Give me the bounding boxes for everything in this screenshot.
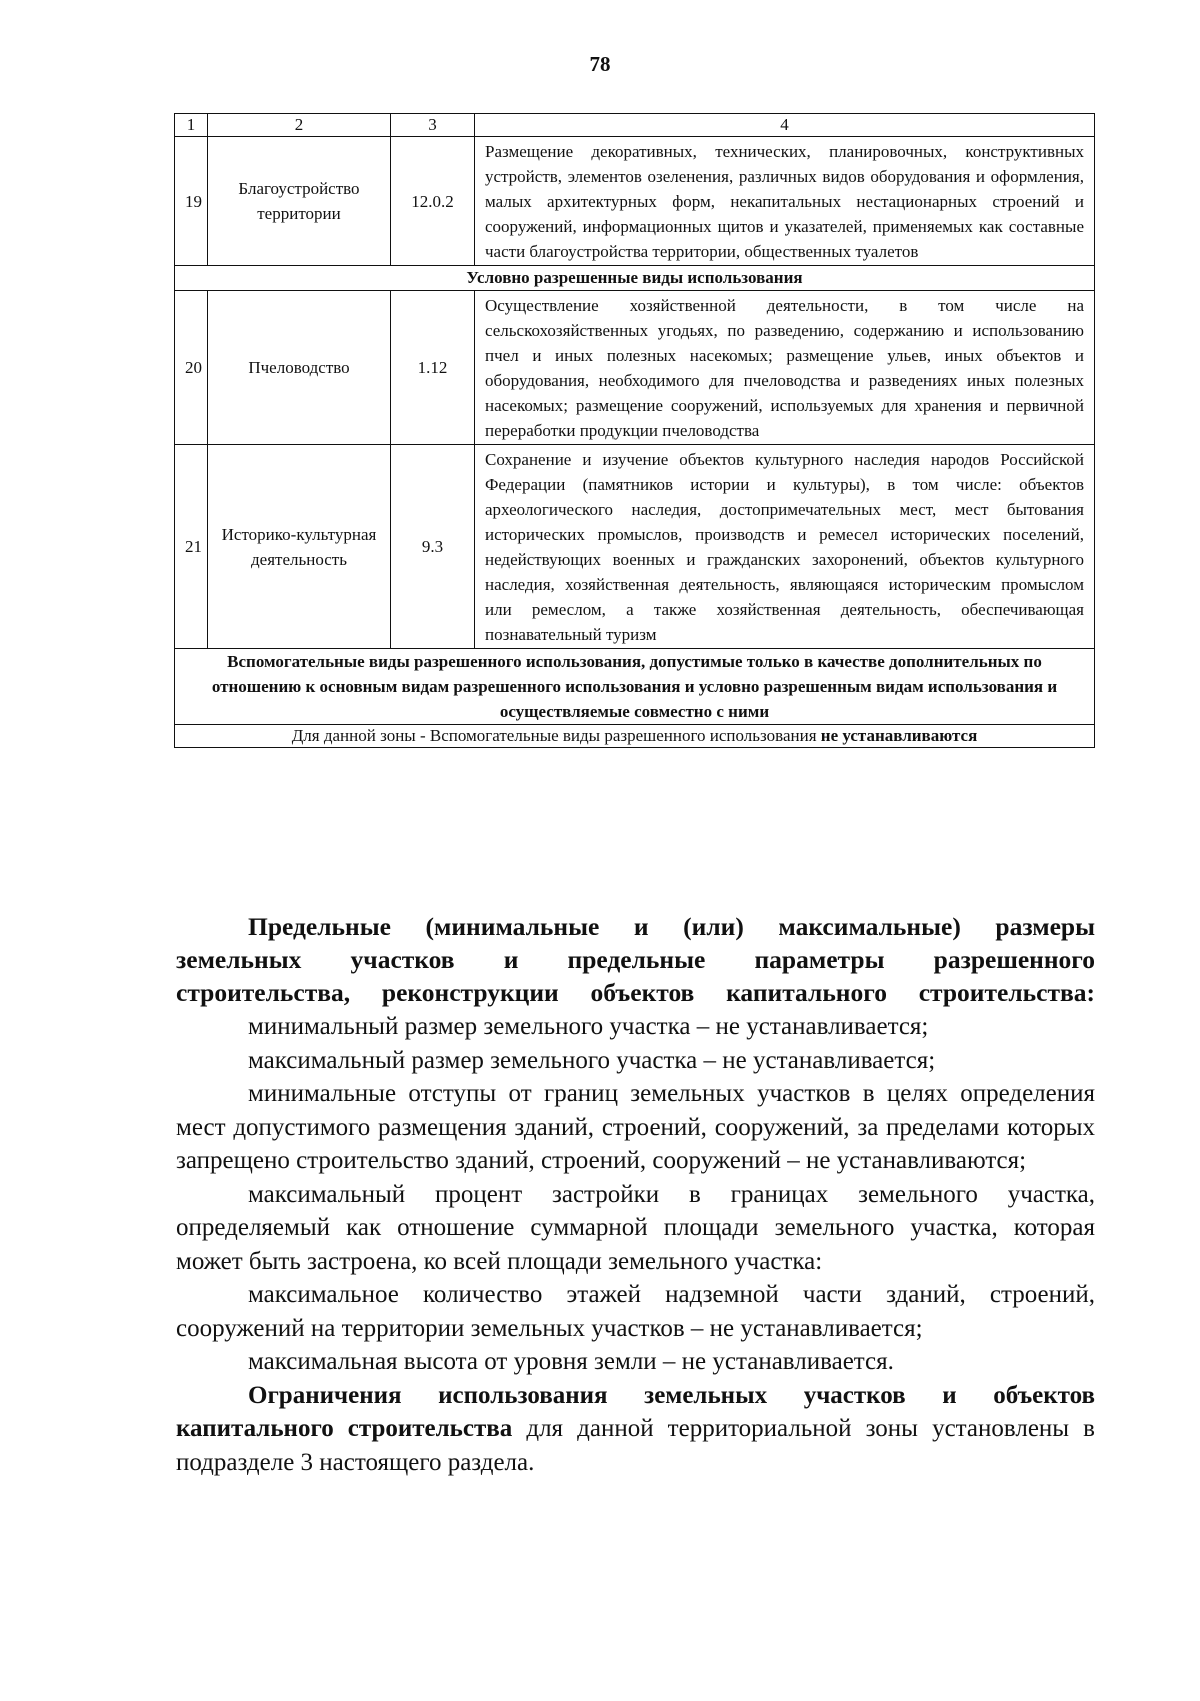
heading-line: земельных участков и предельные параметры разрешенного: [176, 945, 1095, 974]
section-conditional-title: Условно разрешенные виды использования: [175, 266, 1095, 291]
page-number: 78: [589, 52, 611, 76]
heading-line: Предельные (минимальные и (или) максимальные) размеры: [248, 912, 1095, 941]
use-code: 1.12: [391, 291, 475, 445]
heading-line: строительства, реконструкции объектов капитального строительства:: [176, 978, 1095, 1007]
paragraph-height: максимальная высота от уровня земли – не устанавливается.: [248, 1348, 894, 1375]
row-number: 21: [175, 445, 208, 649]
table-row: [175, 445, 1095, 649]
use-description: Осуществление хозяйственной деятельности, в том числе на сельскохозяйственных угодьях, по разведению, содержанию и использованию пчел и иных полезных насекомых; размещение ульев, иных объектов и оборудования, необходимого для пчеловодства и разведениях иных полезных насекомых; размещение сооружений, используемых для хранения и первичной переработки продукции пчеловодства: [475, 291, 1095, 445]
parameters-body: [176, 1010, 1095, 1479]
table-header-cell: 1: [175, 114, 208, 137]
table-header-cell: 2: [208, 114, 391, 137]
section-auxiliary-title: Вспомогательные виды разрешенного использования, допустимые только в качестве дополнительных по отношению к основным видам разрешенного использования и условно разрешенным видам использования и осуществляемые совместно с ними: [175, 649, 1095, 725]
paragraph-coverage: максимальный процент застройки в границах земельного участка, определяемый как отношение суммарной площади земельного участка, которая может быть застроена, ко всей площади земельного участка:: [176, 1180, 1095, 1275]
use-code: 9.3: [391, 445, 475, 649]
use-code: 12.0.2: [391, 137, 475, 266]
section-heading-row: [175, 649, 1095, 725]
land-use-table: [174, 113, 1095, 748]
row-number: 20: [175, 291, 208, 445]
paragraph-setbacks: минимальные отступы от границ земельных участков в целях определения мест допустимого размещения зданий, строений, сооружений, за пределами которых запрещено строительство зданий, строений, сооружений – не устанавливаются;: [176, 1080, 1095, 1174]
table-header-cell: 3: [391, 114, 475, 137]
table-row: [175, 291, 1095, 445]
restriction-rest: для данной территориальной зоны установлены в подразделе 3 настоящего раздела.: [176, 1415, 1095, 1476]
table-header-row: [175, 114, 1095, 137]
row-number: 19: [175, 137, 208, 266]
final-note-bold: не устанавливаются: [820, 726, 978, 745]
use-name: Благоустройство территории: [208, 137, 391, 266]
table-row: [175, 137, 1095, 266]
paragraph-max-size: максимальный размер земельного участка – не устанавливается;: [248, 1046, 936, 1074]
final-note: [175, 725, 1095, 748]
paragraph-restriction: [176, 1379, 1095, 1480]
final-note-prefix: Для данной зоны - Вспомогательные виды разрешенного использования: [291, 726, 821, 745]
use-description: Размещение декоративных, технических, планировочных, конструктивных устройств, элементов озеленения, различных видов оборудования и оформления, малых архитектурных форм, некапитальных нестационарных строений и сооружений, информационных щитов и указателей, применяемых как составные части благоустройства территории, общественных туалетов: [475, 137, 1095, 266]
table-header-cell: 4: [475, 114, 1095, 137]
restriction-bold: Ограничения использования земельных участков и объектов капитального строительства: [176, 1381, 1095, 1442]
paragraph-min-size: минимальный размер земельного участка – не устанавливается;: [248, 1013, 929, 1040]
section-heading-row: [175, 266, 1095, 291]
use-description: Сохранение и изучение объектов культурного наследия народов Российской Федерации (памятников истории и культуры), в том числе: объектов археологического наследия, достопримечательных мест, мест бытования исторических промыслов, производств и ремесел исторических поселений, недействующих военных и гражданских захоронений, объектов культурного наследия, хозяйственная деятельность, являющаяся историческим промыслом или ремеслом, а также хозяйственная деятельность, обеспечивающая познавательный туризм: [475, 445, 1095, 649]
paragraph-floors: максимальное количество этажей надземной части зданий, строений, сооружений на территории земельных участков – не устанавливается;: [176, 1281, 1095, 1342]
use-name: Пчеловодство: [208, 291, 391, 445]
use-name: Историко-культурная деятельность: [208, 445, 391, 649]
parameters-heading: [176, 910, 1095, 1009]
final-note-row: [175, 725, 1095, 748]
